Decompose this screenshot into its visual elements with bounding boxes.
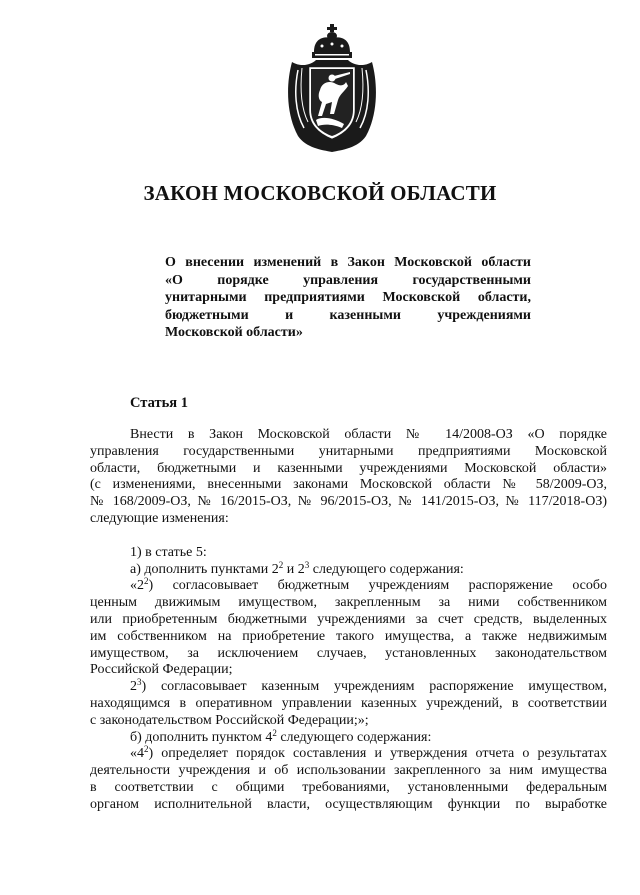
- body-line: области, бюджетными и казенными учреждениями Московской области»: [90, 460, 607, 476]
- body-line: следующие изменения:: [90, 510, 229, 526]
- body-line: находящимся в оперативном управлении казенных учреждений, в соответствии: [90, 695, 607, 711]
- point-2-2: «$2^2$) согласовывает бюджетным учреждениям распоряжение особо: [130, 576, 607, 594]
- article-heading: Статья 1: [130, 395, 188, 411]
- body-line: с законодательством Российской Федерации;»;: [90, 712, 369, 728]
- subject-line: «О порядке управления государственными: [165, 272, 531, 288]
- point-4-2: «$4^2$) определяет порядок составления и утверждения отчета о результатах: [130, 744, 607, 762]
- body-line: (с изменениями, внесенными законами Московской области № 58/2009-ОЗ,: [90, 477, 607, 493]
- body-line: или приобретенным бюджетными учреждениями за счет средств, выделенных: [90, 611, 607, 627]
- body-line: ценным движимым имуществом, закрепленным за ними собственником: [90, 595, 607, 611]
- article-body: [90, 427, 607, 814]
- item-b: б) дополнить пунктом $4^2$ следующего содержания:: [130, 727, 432, 745]
- body-line: управления государственными унитарными предприятиями Московской: [90, 443, 607, 459]
- coat-of-arms-icon: [282, 24, 382, 154]
- subject-line: бюджетными и казенными учреждениями: [165, 307, 531, 323]
- body-line: Российской Федерации;: [90, 662, 233, 678]
- body-line: им собственником на приобретение такого имущества, а также недвижимым: [90, 628, 607, 644]
- body-line: в соответствии с общими требованиями, установленными федеральным: [90, 779, 607, 795]
- body-line: Внести в Закон Московской области № 14/2008-ОЗ «О порядке: [130, 427, 607, 442]
- subject-line: унитарными предприятиями Московской области,: [165, 290, 531, 305]
- subject-line: О внесении изменений в Закон Московской области: [165, 255, 531, 270]
- body-line: № 168/2009-ОЗ, № 16/2015-ОЗ, № 96/2015-ОЗ, № 141/2015-ОЗ, № 117/2018-ОЗ): [90, 494, 607, 510]
- item-a: а) дополнить пунктами $2^2$ и $2^3$ следующего содержания:: [130, 559, 464, 577]
- point-2-3: $2^3$) согласовывает казенным учреждениям распоряжение имуществом,: [130, 677, 607, 695]
- body-line: деятельности учреждения и об использовании закрепленного за ним имущества: [90, 763, 607, 779]
- body-line: органом исполнительной власти, осуществляющим функции по выработке: [90, 796, 607, 812]
- law-title: ЗАКОН МОСКОВСКОЙ ОБЛАСТИ: [143, 181, 497, 205]
- law-subject: [165, 254, 531, 342]
- body-line: имуществом, за исключением случаев, установленных законодательством: [90, 645, 607, 661]
- item-1: 1) в статье 5:: [130, 544, 207, 560]
- subject-line: Московской области»: [165, 325, 303, 340]
